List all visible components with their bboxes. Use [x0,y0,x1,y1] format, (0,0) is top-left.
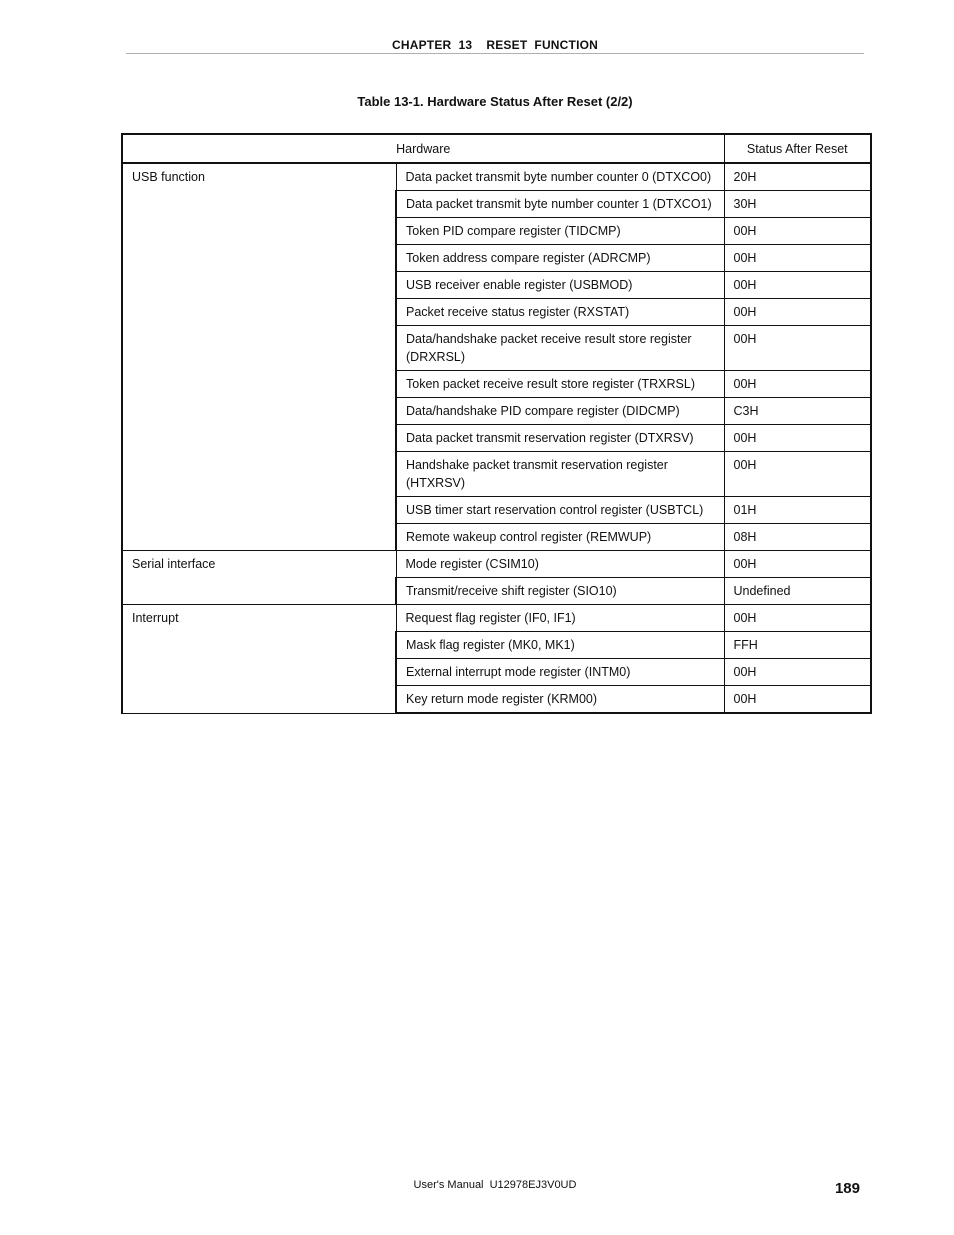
register-name-cell: Data packet transmit byte number counter 0 (DTXCO0) [396,163,724,191]
register-name-cell: External interrupt mode register (INTM0) [396,659,724,686]
register-name-cell: Handshake packet transmit reservation register (HTXRSV) [396,452,724,497]
status-after-reset-cell: 00H [724,326,871,371]
column-header-status: Status After Reset [724,134,871,163]
register-name-cell: Request flag register (IF0, IF1) [396,605,724,632]
table-title: Table 13-1. Hardware Status After Reset (2/2) [357,94,633,109]
status-after-reset-cell: 30H [724,191,871,218]
register-name-cell: Packet receive status register (RXSTAT) [396,299,724,326]
status-after-reset-cell: 00H [724,452,871,497]
status-after-reset-cell: 08H [724,524,871,551]
hardware-group-cell: Interrupt [122,605,396,714]
register-name-cell: Data packet transmit reservation register (DTXRSV) [396,425,724,452]
status-after-reset-cell: 00H [724,605,871,632]
status-after-reset-cell: 20H [724,163,871,191]
status-after-reset-cell: 00H [724,551,871,578]
page-number: 189 [834,1180,860,1197]
register-name-cell: Key return mode register (KRM00) [396,686,724,714]
status-after-reset-cell: FFH [724,632,871,659]
table-row [122,605,871,632]
chapter-header: CHAPTER 13 RESET FUNCTION [391,38,599,52]
footer-manual-id: User's Manual U12978EJ3V0UD [413,1179,577,1191]
status-after-reset-cell: C3H [724,398,871,425]
register-name-cell: Data/handshake PID compare register (DIDCMP) [396,398,724,425]
register-name-cell: Mode register (CSIM10) [396,551,724,578]
status-after-reset-cell: 00H [724,272,871,299]
table-header-row [122,134,871,163]
register-name-cell: USB timer start reservation control register (USBTCL) [396,497,724,524]
status-after-reset-cell: 00H [724,425,871,452]
status-after-reset-cell: 00H [724,218,871,245]
status-after-reset-cell: 01H [724,497,871,524]
register-name-cell: Mask flag register (MK0, MK1) [396,632,724,659]
hardware-group-cell: Serial interface [122,551,396,605]
register-name-cell: Remote wakeup control register (REMWUP) [396,524,724,551]
hardware-status-table [121,133,872,714]
register-name-cell: Data packet transmit byte number counter 1 (DTXCO1) [396,191,724,218]
column-header-hardware: Hardware [122,134,724,163]
status-after-reset-cell: 00H [724,371,871,398]
hardware-group-cell: USB function [122,163,396,551]
status-after-reset-cell: 00H [724,659,871,686]
status-after-reset-cell: 00H [724,299,871,326]
register-name-cell: USB receiver enable register (USBMOD) [396,272,724,299]
status-after-reset-cell: 00H [724,245,871,272]
register-name-cell: Token PID compare register (TIDCMP) [396,218,724,245]
status-after-reset-cell: 00H [724,686,871,714]
table-row [122,163,871,191]
status-after-reset-cell: Undefined [724,578,871,605]
table-body [122,163,871,713]
register-name-cell: Token address compare register (ADRCMP) [396,245,724,272]
register-name-cell: Token packet receive result store register (TRXRSL) [396,371,724,398]
register-name-cell: Data/handshake packet receive result store register (DRXRSL) [396,326,724,371]
register-name-cell: Transmit/receive shift register (SIO10) [396,578,724,605]
header-divider [126,53,864,54]
table-row [122,551,871,578]
